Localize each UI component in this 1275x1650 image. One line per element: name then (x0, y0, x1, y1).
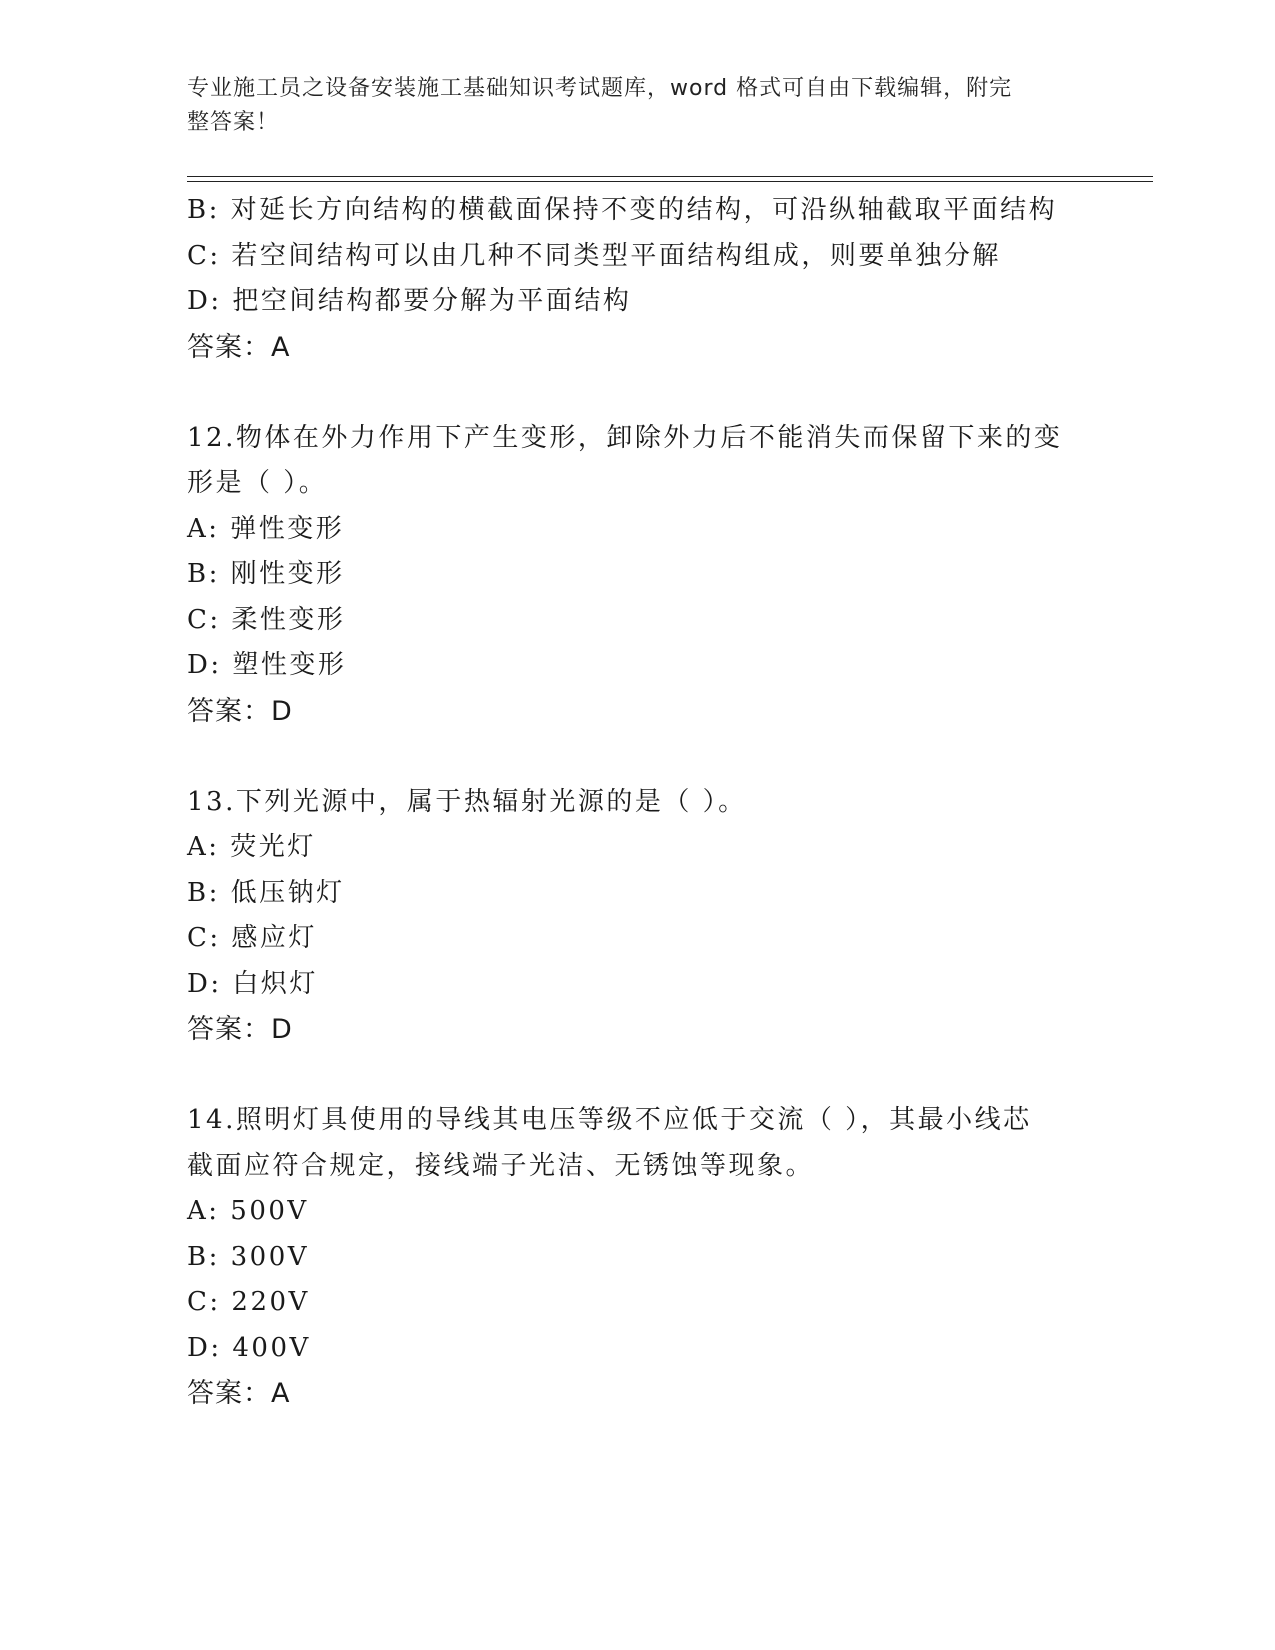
option-b: B: 对延长方向结构的横截面保持不变的结构，可沿纵轴截取平面结构 (187, 195, 1058, 225)
header-divider-bottom (187, 181, 1153, 182)
option-c: C: 220V (187, 1287, 310, 1317)
question-stem: 13.下列光源中，属于热辐射光源的是（ ）。 (187, 786, 747, 817)
question-stem: 14.照明灯具使用的导线其电压等级不应低于交流（ ），其最小线芯 (187, 1105, 1032, 1135)
option-b: B: 刚性变形 (187, 559, 345, 589)
spacer (187, 734, 1087, 780)
option-b: B: 300V (187, 1241, 310, 1272)
question-13 (187, 780, 1087, 1053)
spacer (187, 1053, 1087, 1099)
option-d: D: 塑性变形 (187, 650, 347, 680)
answer-label: 答案：D (187, 695, 293, 727)
option-a: A: 荧光灯 (187, 832, 316, 862)
answer-label: 答案：A (187, 1378, 291, 1409)
question-stem-cont: 形是（ ）。 (187, 468, 328, 498)
answer-label: 答案：D (187, 1014, 293, 1045)
header-divider-top (187, 176, 1153, 177)
document-header (187, 72, 1067, 140)
question-11-continuation (187, 188, 1087, 370)
question-stem-cont: 截面应符合规定，接线端子光洁、无锈蚀等现象。 (187, 1150, 815, 1181)
option-d: D: 白炽灯 (187, 968, 318, 999)
spacer (187, 370, 1087, 416)
header-line-1: 专业施工员之设备安装施工基础知识考试题库，word 格式可自由下载编辑，附完 (187, 76, 1013, 101)
question-14 (187, 1098, 1087, 1417)
option-c: C: 柔性变形 (187, 604, 346, 635)
question-stem: 12.物体在外力作用下产生变形，卸除外力后不能消失而保留下来的变 (187, 422, 1063, 453)
option-c: C: 若空间结构可以由几种不同类型平面结构组成，则要单独分解 (187, 240, 1001, 271)
option-a: A: 500V (187, 1196, 309, 1226)
answer-label: 答案：A (187, 331, 291, 363)
option-a: A: 弹性变形 (187, 513, 345, 544)
option-c: C: 感应灯 (187, 923, 317, 953)
option-d: D: 400V (187, 1332, 311, 1363)
question-12 (187, 416, 1087, 735)
option-d: D: 把空间结构都要分解为平面结构 (187, 286, 632, 316)
header-line-2: 整答案！ (187, 110, 280, 135)
option-b: B: 低压钠灯 (187, 877, 345, 908)
question-content (187, 188, 1087, 1417)
